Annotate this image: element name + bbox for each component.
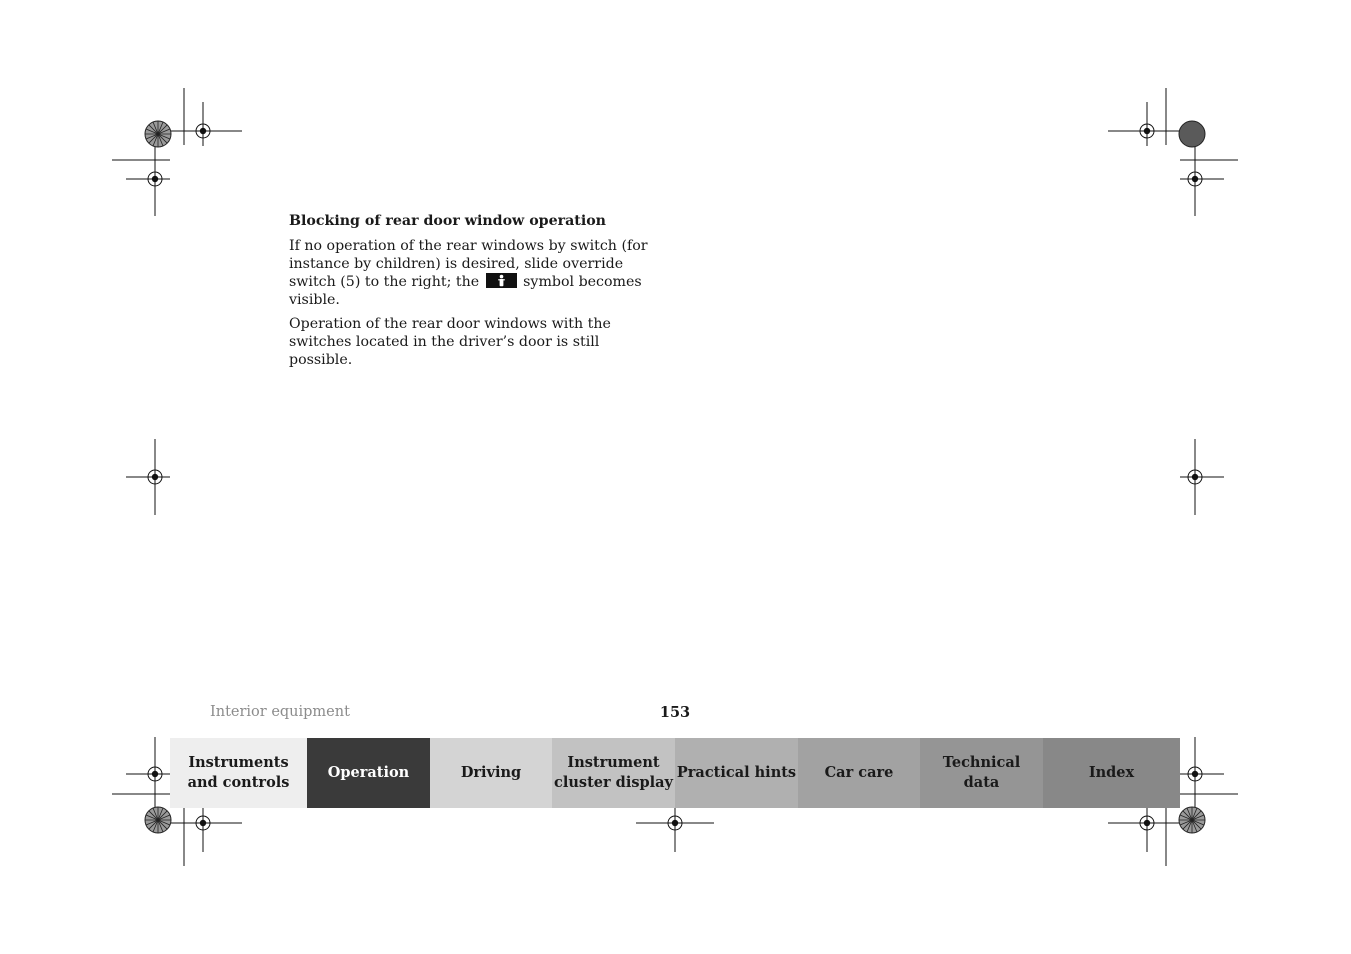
tab-practical-hints[interactable]: Practical hints [675, 738, 798, 808]
paragraph-override-switch [289, 238, 649, 309]
crop-mark-bottom-center [636, 806, 714, 852]
tab-instruments-and-controls[interactable]: Instruments and controls [170, 738, 307, 808]
paragraph-text-after: symbol becomes visible. [289, 274, 642, 308]
tab-operation[interactable]: Operation [307, 738, 430, 808]
paragraph-text-before: If no operation of the rear windows by switch (for instance by children) is desired, slide override switch (5) to the right; the [289, 238, 648, 291]
paragraph-driver-door: Operation of the rear door windows with the switches located in the driver’s door is still possible. [289, 316, 611, 368]
tab-technical-data[interactable]: Technical data [920, 738, 1043, 808]
crop-mark-top-left [112, 88, 242, 216]
main-content [289, 212, 649, 376]
tab-driving[interactable]: Driving [430, 738, 552, 808]
tab-car-care[interactable]: Car care [798, 738, 920, 808]
crop-mark-middle [126, 439, 1224, 515]
section-heading: Blocking of rear door window operation [289, 213, 607, 229]
page-number: 153 [659, 704, 691, 721]
chapter-nav-tabs [170, 738, 1180, 808]
tab-instrument-cluster-display[interactable]: Instrument cluster display [552, 738, 675, 808]
footer-section-title: Interior equipment [210, 704, 350, 720]
crop-mark-top-right [1108, 88, 1238, 216]
tab-index[interactable]: Index [1043, 738, 1180, 808]
child-lock-icon [486, 273, 517, 288]
